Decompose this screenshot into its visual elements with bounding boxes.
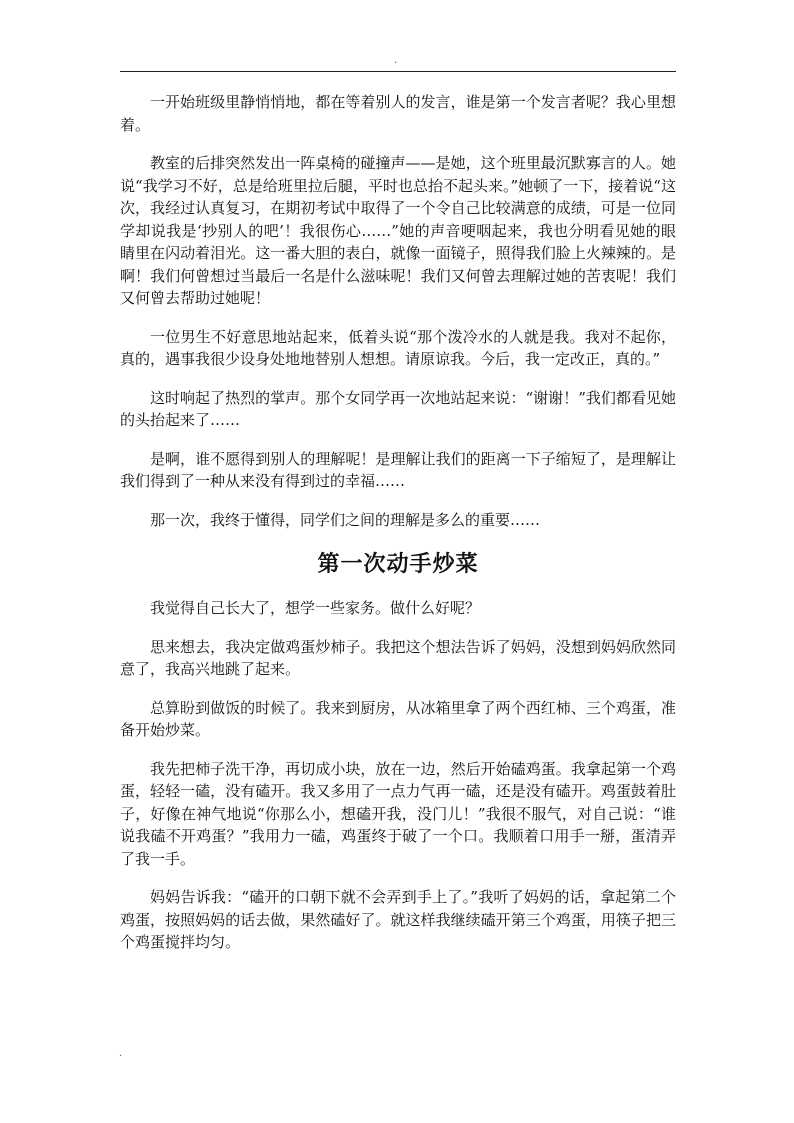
document-body — [120, 91, 676, 970]
paragraph: 这时响起了热烈的掌声。那个女同学再一次地站起来说：“谢谢！”我们都看见她的头抬起来了…… — [120, 388, 676, 429]
paragraph: 总算盼到做饭的时候了。我来到厨房，从冰箱里拿了两个西红柿、三个鸡蛋，准备开始炒菜。 — [120, 698, 676, 739]
header-marker: . — [394, 55, 398, 66]
paragraph: 我先把柿子洗干净，再切成小块，放在一边，然后开始磕鸡蛋。我拿起第一个鸡蛋，轻轻一磕，没有磕开。我又多用了一点力气再一磕，还是没有磕开。鸡蛋鼓着肚子，好像在神气地说“你那么小，想磕开我，没门儿！”我很不服气，对自己说：“谁说我磕不开鸡蛋？”我用力一磕，鸡蛋终于破了一个口。我顺着口用手一掰，蛋清弄了我一手。 — [120, 759, 676, 868]
paragraph: 一开始班级里静悄悄地，都在等着别人的发言，谁是第一个发言者呢？我心里想着。 — [120, 93, 676, 134]
paragraph: 教室的后排突然发出一阵桌椅的碰撞声——是她，这个班里最沉默寡言的人。她说“我学习不好，总是给班里拉后腿，平时也总抬不起头来。”她顿了一下，接着说“这次，我经过认真复习，在期初考试中取得了一个令自己比较满意的成绩，可是一位同学却说我是‘抄别人的吧’！我很伤心……”她的声音哽咽起来，我也分明看见她的眼睛里在闪动着泪光。这一番大胆的表白，就像一面镜子，照得我们脸上火辣辣的。是啊！我们何曾想过当最后一名是什么滋味呢！我们又何曾去理解过她的苦衷呢！我们又何曾去帮助过她呢！ — [120, 154, 676, 307]
paragraph: 一位男生不好意思地站起来，低着头说“那个泼冷水的人就是我。我对不起你，真的，遇事我很少设身处地地替别人想想。请原谅我。今后，我一定改正，真的。” — [120, 327, 676, 368]
paragraph: 我觉得自己长大了，想学一些家务。做什么好呢？ — [150, 599, 481, 617]
paragraph: 妈妈告诉我：“磕开的口朝下就不会弄到手上了。”我听了妈妈的话，拿起第二个鸡蛋，按照妈妈的话去做，果然磕好了。就这样我继续磕开第三个鸡蛋，用筷子把三个鸡蛋搅拌均匀。 — [120, 888, 676, 951]
footer-marker: . — [119, 1048, 123, 1059]
paragraph: 那一次，我终于懂得，同学们之间的理解是多么的重要…… — [150, 510, 541, 529]
paragraph: 思来想去，我决定做鸡蛋炒柿子。我把这个想法告诉了妈妈，没想到妈妈欣然同意了，我高兴地跳了起来。 — [120, 637, 676, 678]
header-rule — [120, 71, 676, 72]
paragraph: 是啊，谁不愿得到别人的理解呢！是理解让我们的距离一下子缩短了，是理解让我们得到了一种从来没有得到过的幸福…… — [120, 449, 676, 490]
section-title: 第一次动手炒菜 — [317, 551, 479, 577]
